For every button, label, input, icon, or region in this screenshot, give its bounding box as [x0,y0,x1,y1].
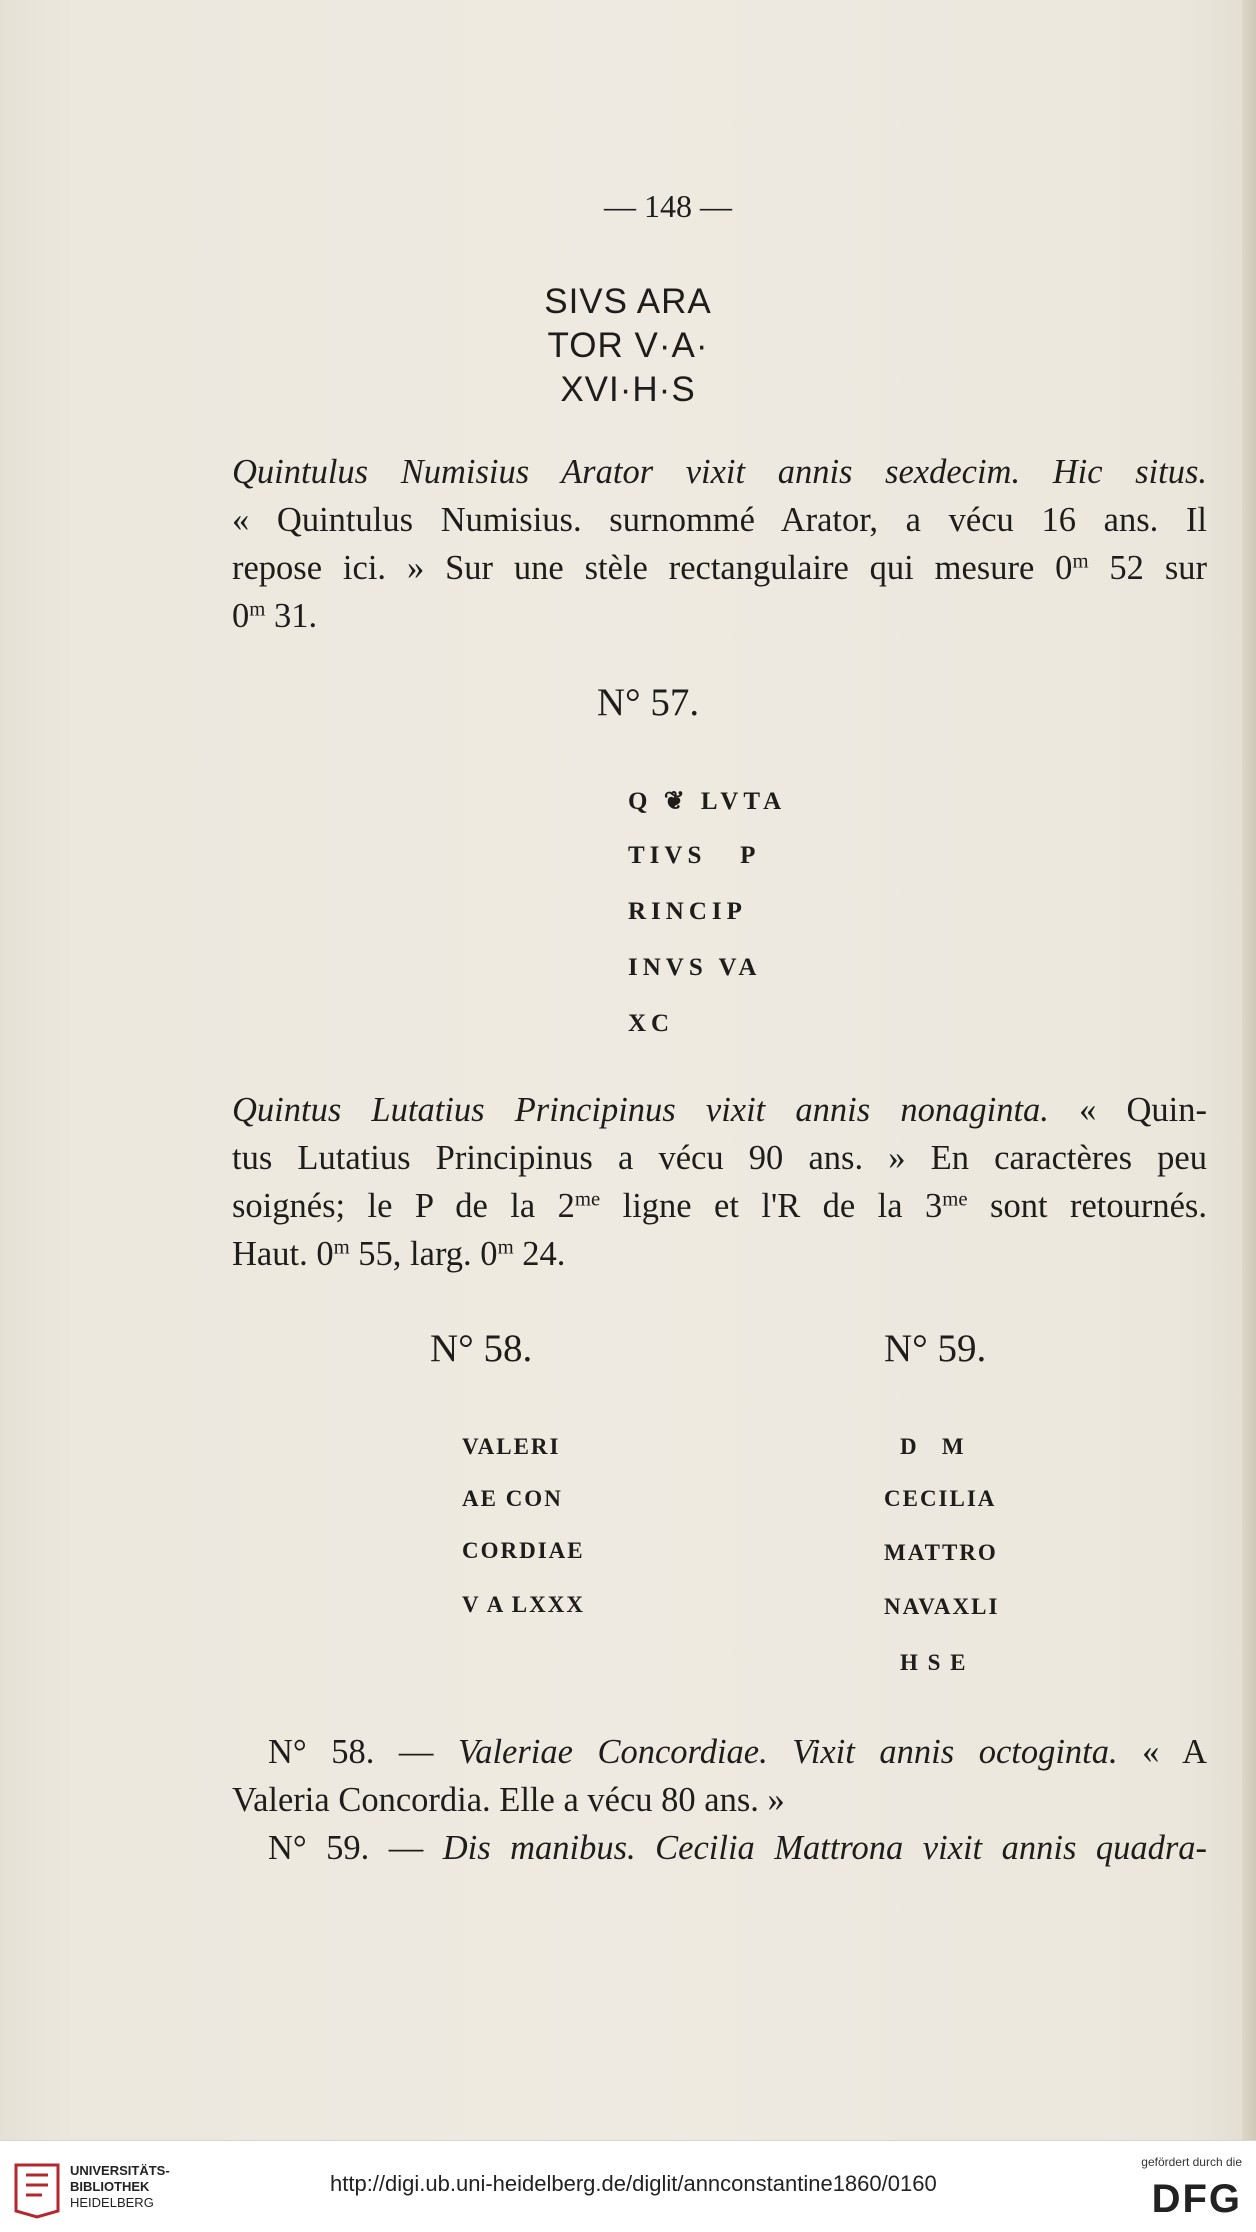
viewer-footer [0,2140,1256,2232]
text-run: soignés; le P de la 2 [232,1187,575,1225]
text-run: N° 59. — [268,1829,443,1867]
latin-reading: Quintus Lutatius Principinus vixit annis nonaginta. [232,1091,1049,1129]
text-run: repose ici. » Sur une stèle rectangulaire qui mesure 0 [232,549,1073,587]
university-seal-icon [12,2159,62,2219]
university-line: UNIVERSITÄTS- [70,2163,170,2178]
text-line [232,1182,1207,1230]
text-run: 31. [265,597,318,635]
text-line: Valeria Concordia. Elle a vécu 80 ans. » [232,1781,785,1819]
inscription-line: D M [900,1434,966,1459]
text-line [232,592,1207,640]
text-line [268,1824,1207,1872]
entry-heading: N° 57. [596,681,700,724]
funding-note: gefördert durch die [1141,2155,1242,2169]
university-line: HEIDELBERG [70,2195,154,2210]
text-line [268,1728,1207,1776]
text-run: 52 sur [1088,549,1207,587]
text-run: sont retournés. [967,1187,1207,1225]
inscription-line: CORDIAE [462,1538,585,1563]
text-run: N° 58. — [268,1733,458,1771]
inscription-line: MATTRO [884,1540,998,1565]
inscription-line: XC [628,1010,675,1037]
entry-heading: N° 59. [884,1327,987,1370]
superscript: m [333,1236,350,1259]
inscription-line: CECILIA [884,1486,997,1511]
latin-reading: Valeriae Concordiae. Vixit annis octoginta. [457,1733,1118,1771]
text-line [232,1086,1207,1134]
latin-reading: Quintulus Numisius Arator vixit annis sexdecim. Hic situs. [232,453,1207,491]
text-run: 55, larg. 0 [349,1235,498,1273]
text-run: Haut. 0 [232,1235,334,1273]
text-run: 24. [513,1235,566,1273]
inscription-line: V A LXXX [462,1592,585,1617]
text-run: « Quin- [1048,1091,1207,1129]
text-run: ligne et l'R de la 3 [600,1187,943,1225]
text-line [232,544,1207,592]
superscript: me [574,1188,601,1211]
page-number: — 148 — [604,188,732,224]
university-name [70,2163,170,2211]
superscript: m [249,598,266,621]
text-line: « Quintulus Numisius. surnommé Arator, a vécu 16 ans. Il [232,501,1207,539]
commentary-paragraph [232,1776,1207,1824]
entry-heading: N° 58. [430,1327,533,1370]
superscript: m [497,1236,514,1259]
superscript: m [1072,550,1089,573]
inscription-line: NAVAXLI [884,1594,1000,1619]
text-run: « A [1117,1733,1207,1771]
inscription-line: Q ❦ LVTA [628,788,787,815]
text-line [232,448,1207,496]
commentary-paragraph [232,448,1207,640]
permalink-url[interactable]: http://digi.ub.uni-heidelberg.de/diglit/annconstantine1860/0160 [330,2171,937,2196]
inscription-line: TIVS P [628,842,761,869]
inscription-line: RINCIP [628,898,747,925]
inscription-line: TOR V·A· [547,326,709,365]
inscription-line: INVS VA [628,954,762,981]
inscription-line: SIVS ARA [544,282,712,321]
inscription-line: XVI·H·S [560,370,696,409]
commentary-paragraph [268,1728,1207,1776]
inscription-line: H S E [900,1650,968,1675]
university-line: BIBLIOTHEK [70,2179,150,2194]
inscription-line: AE CON [462,1486,563,1511]
dfg-logo: DFG [1151,2177,1242,2221]
commentary-paragraph [232,1086,1207,1278]
text-line: tus Lutatius Principinus a vécu 90 ans. » En caractères peu [232,1139,1207,1177]
superscript: me [942,1188,968,1211]
commentary-paragraph [268,1824,1207,1872]
text-run: 0 [232,597,250,635]
latin-reading: Dis manibus. Cecilia Mattrona vixit annis quadra- [442,1829,1207,1867]
inscription-line: VALERI [462,1434,561,1459]
text-line [232,1230,1207,1278]
